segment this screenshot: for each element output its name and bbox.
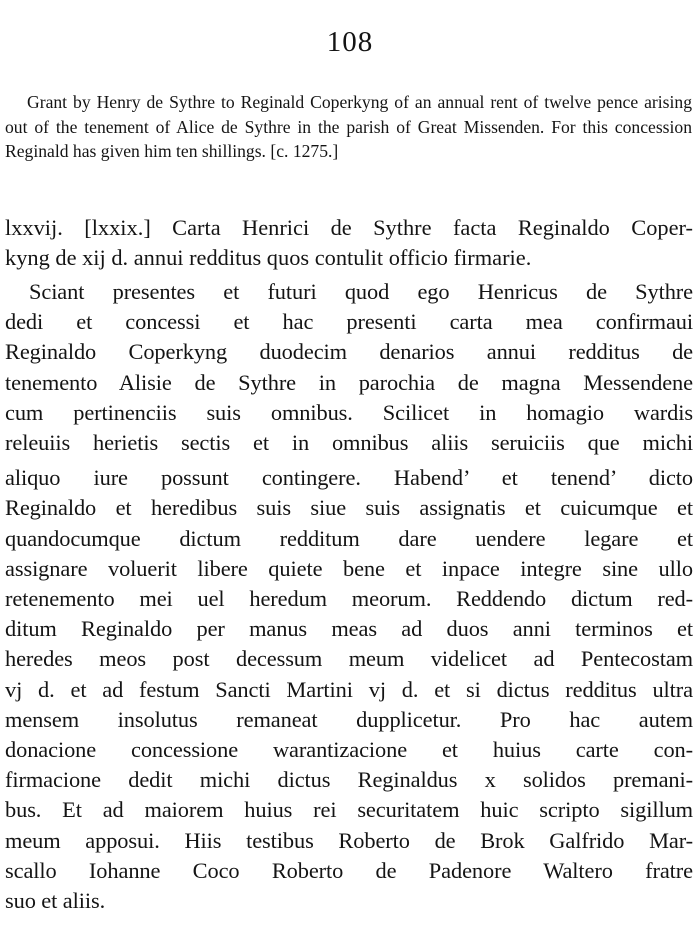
charter-text-line: Sciant presentes et futuri quod ego Henricus de Sythre xyxy=(29,279,693,304)
charter-heading xyxy=(5,213,693,273)
charter-text-line: bus. Et ad maiorem huius rei securitatem huic scripto sigillum xyxy=(5,797,693,823)
charter-text-line: quandocumque dictum redditum dare uendere legare et xyxy=(5,525,693,551)
charter-heading-line: lxxvij. [lxxix.] Carta Henrici de Sythre facta Reginaldo Coper- xyxy=(5,215,693,240)
charter-text-line: firmacione dedit michi dictus Reginaldus x solidos premani- xyxy=(5,767,693,793)
charter-text xyxy=(5,277,693,916)
charter-text-line: Reginaldo et heredibus suis siue suis assignatis et cuicumque et xyxy=(5,495,693,521)
charter-text-line: heredes meos post decessum meum videlicet ad Pentecostam xyxy=(5,646,693,672)
charter-text-line: assignare voluerit libere quiete bene et inpace integre sine ullo xyxy=(5,555,693,581)
page-number: 108 xyxy=(326,26,374,58)
charter-text-line: Reginaldo Coperkyng duodecim denarios annui redditus de xyxy=(5,339,693,365)
charter-text-line: scallo Iohanne Coco Roberto de Padenore Waltero fratre xyxy=(5,857,693,883)
charter-text-line: ditum Reginaldo per manus meas ad duos anni terminos et xyxy=(5,616,693,642)
charter-text-line: tenemento Alisie de Sythre in parochia de magna Messendene xyxy=(5,369,693,395)
charter-text-line: suo et aliis. xyxy=(5,888,106,914)
charter-text-line: dedi et concessi et hac presenti carta mea confirmaui xyxy=(5,309,693,335)
charter-text-line: releuiis herietis sectis et in omnibus aliis seruiciis que michi xyxy=(5,430,693,456)
charter-text-line: mensem insolutus remaneat dupplicetur. Pro hac autem xyxy=(5,706,693,732)
charter-text-line: retenemento mei uel heredum meorum. Reddendo dictum red- xyxy=(5,586,693,612)
charter-heading-line: kyng de xij d. annui redditus quos contulit officio firmarie. xyxy=(5,245,532,270)
charter-text-line: donacione concessione warantizacione et huius carte con- xyxy=(5,737,693,763)
charter-text-line: aliquo iure possunt contingere. Habend’ et tenend’ dicto xyxy=(5,465,693,491)
charter-text-line: meum apposui. Hiis testibus Roberto de Brok Galfrido Mar- xyxy=(5,827,693,853)
charter-text-line: vj d. et ad festum Sancti Martini vj d. et si dictus redditus ultra xyxy=(5,676,693,702)
english-summary: Grant by Henry de Sythre to Reginald Coperkyng of an annual rent of twelve pence arising out of the tenement of Alice de Sythre in the parish of Great Missenden. For this concession Reginald has given him ten shillings. [c. 1275.] xyxy=(5,92,692,161)
charter-text-line: cum pertinenciis suis omnibus. Scilicet in homagio wardis xyxy=(5,399,693,425)
